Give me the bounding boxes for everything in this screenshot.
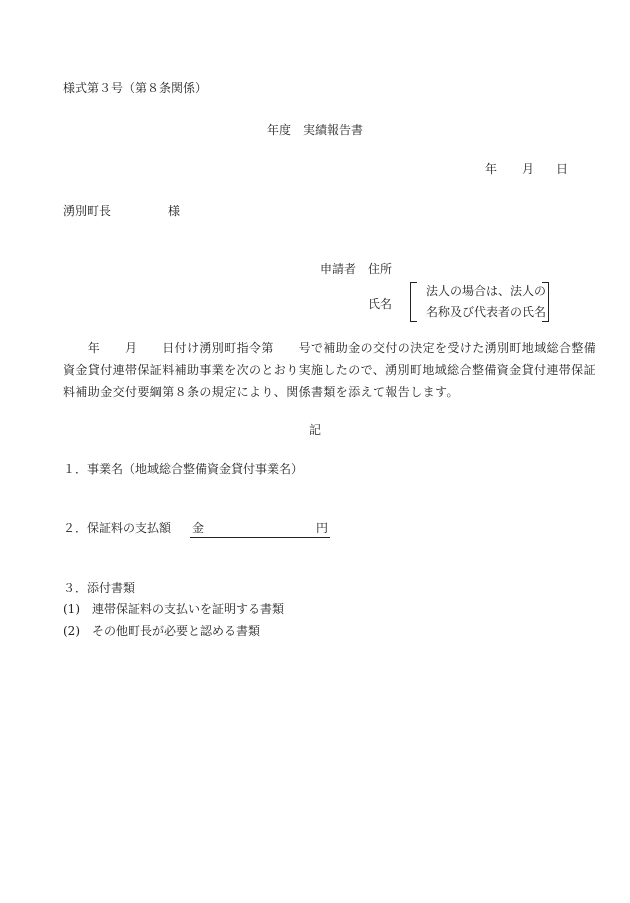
- fee-currency-prefix: 金: [192, 521, 205, 535]
- item-attachments: ３．添付書類: [63, 581, 136, 595]
- item-project-name: １．事業名（地域総合整備資金貸付事業名）: [63, 462, 304, 476]
- body-line-1: 年 月 日付け湧別町指令第 号で補助金の交付の決定を受けた湧別町地域総合整備: [63, 341, 597, 355]
- attachment-item-2: (2) その他町長が必要と認める書類: [63, 624, 260, 638]
- address-label: 住所: [368, 262, 393, 276]
- corporate-note-line-1: 法人の場合は、法人の: [426, 284, 547, 298]
- name-label: 氏名: [368, 297, 393, 311]
- applicant-label: 申請者: [320, 262, 357, 276]
- fee-amount-field[interactable]: [190, 521, 330, 538]
- left-bracket: [410, 282, 417, 322]
- record-heading: 記: [308, 423, 321, 437]
- date-day-label: 日: [556, 162, 569, 176]
- corporate-note-line-2: 名称及び代表者の氏名: [426, 305, 547, 319]
- date-year-label: 年: [485, 162, 498, 176]
- body-line-2: 資金貸付連帯保証料補助事業を次のとおり実施したので、湧別町地域総合整備資金貸付連帯保証: [63, 363, 596, 377]
- fee-currency-suffix: 円: [315, 521, 328, 535]
- form-number: 様式第３号（第８条関係）: [63, 81, 208, 95]
- body-line-3: 料補助金交付要綱第８条の規定により、関係書類を添えて報告します。: [63, 385, 459, 399]
- addressee-honorific: 様: [168, 204, 181, 218]
- report-body-paragraph: [63, 341, 597, 408]
- document-title: 年度 実績報告書: [266, 123, 363, 137]
- addressee-name: 湧別町長: [63, 204, 112, 218]
- item-fee-label: ２．保証料の支払額: [63, 521, 172, 535]
- attachment-item-1: (1) 連帯保証料の支払いを証明する書類: [63, 602, 284, 616]
- date-month-label: 月: [522, 162, 535, 176]
